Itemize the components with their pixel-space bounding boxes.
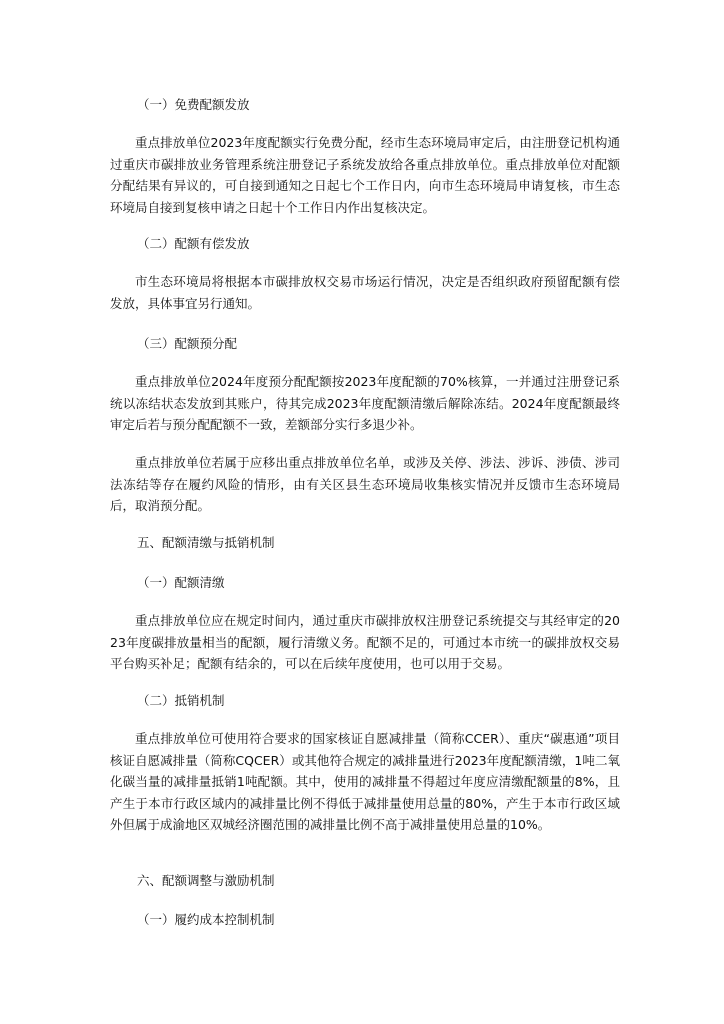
paragraph-surrender: 重点排放单位应在规定时间内，通过重庆市碳排放权注册登记系统提交与其经审定的2023年度碳排放量相当的配额，履行清缴义务。配额不足的，可通过本市统一的碳排放权交易平台购买补足；配额有结余的，可以在后续年度使用，也可以用于交易。 bbox=[110, 613, 620, 672]
paragraph-offset: 重点排放单位可使用符合要求的国家核证自愿减排量（简称CCER）、重庆“碳惠通”项目核证自愿减排量（简称CQCER）或其他符合规定的减排量进行2023年度配额清缴，1吨二氧化碳当量的减排量抵销1吨配额。其中，使用的减排量不得超过年度应清缴配额量的8%，且产生于本市行政区域内的减排量比例不得低于减排量使用总量的80%，产生于本市行政区域外但属于成渝地区双城经济圈范围的减排量比例不高于减排量使用总量的10%。 bbox=[110, 731, 620, 833]
chapter-heading-six: 六、配额调整与激励机制 bbox=[137, 873, 275, 888]
section-heading-paid-allocation: （二）配额有偿发放 bbox=[137, 236, 250, 251]
paragraph-pre-allocation-2: 重点排放单位若属于应移出重点排放单位名单，或涉及关停、涉法、涉诉、涉债、涉司法冻结等存在履约风险的情形，由有关区县生态环境局收集核实情况并反馈市生态环境局后，取消预分配。 bbox=[110, 455, 620, 514]
section-heading-free-allocation: （一）免费配额发放 bbox=[137, 97, 250, 112]
paragraph-paid-allocation: 市生态环境局将根据本市碳排放权交易市场运行情况，决定是否组织政府预留配额有偿发放，具体事宜另行通知。 bbox=[110, 274, 620, 311]
section-heading-pre-allocation: （三）配额预分配 bbox=[137, 336, 238, 351]
section-heading-cost-control: （一）履约成本控制机制 bbox=[137, 912, 275, 927]
section-heading-offset: （二）抵销机制 bbox=[137, 693, 225, 708]
section-heading-surrender: （一）配额清缴 bbox=[137, 575, 225, 590]
paragraph-pre-allocation-1: 重点排放单位2024年度预分配配额按2023年度配额的70%核算，一并通过注册登记系统以冻结状态发放到其账户，待其完成2023年度配额清缴后解除冻结。2024年度配额最终审定后若与预分配配额不一致，差额部分实行多退少补。 bbox=[110, 374, 620, 433]
chapter-heading-five: 五、配额清缴与抵销机制 bbox=[137, 535, 275, 550]
paragraph-free-allocation: 重点排放单位2023年度配额实行免费分配，经市生态环境局审定后，由注册登记机构通过重庆市碳排放业务管理系统注册登记子系统发放给各重点排放单位。重点排放单位对配额分配结果有异议的，可自接到通知之日起七个工作日内，向市生态环境局申请复核，市生态环境局自接到复核申请之日起十个工作日内作出复核决定。 bbox=[110, 135, 620, 215]
